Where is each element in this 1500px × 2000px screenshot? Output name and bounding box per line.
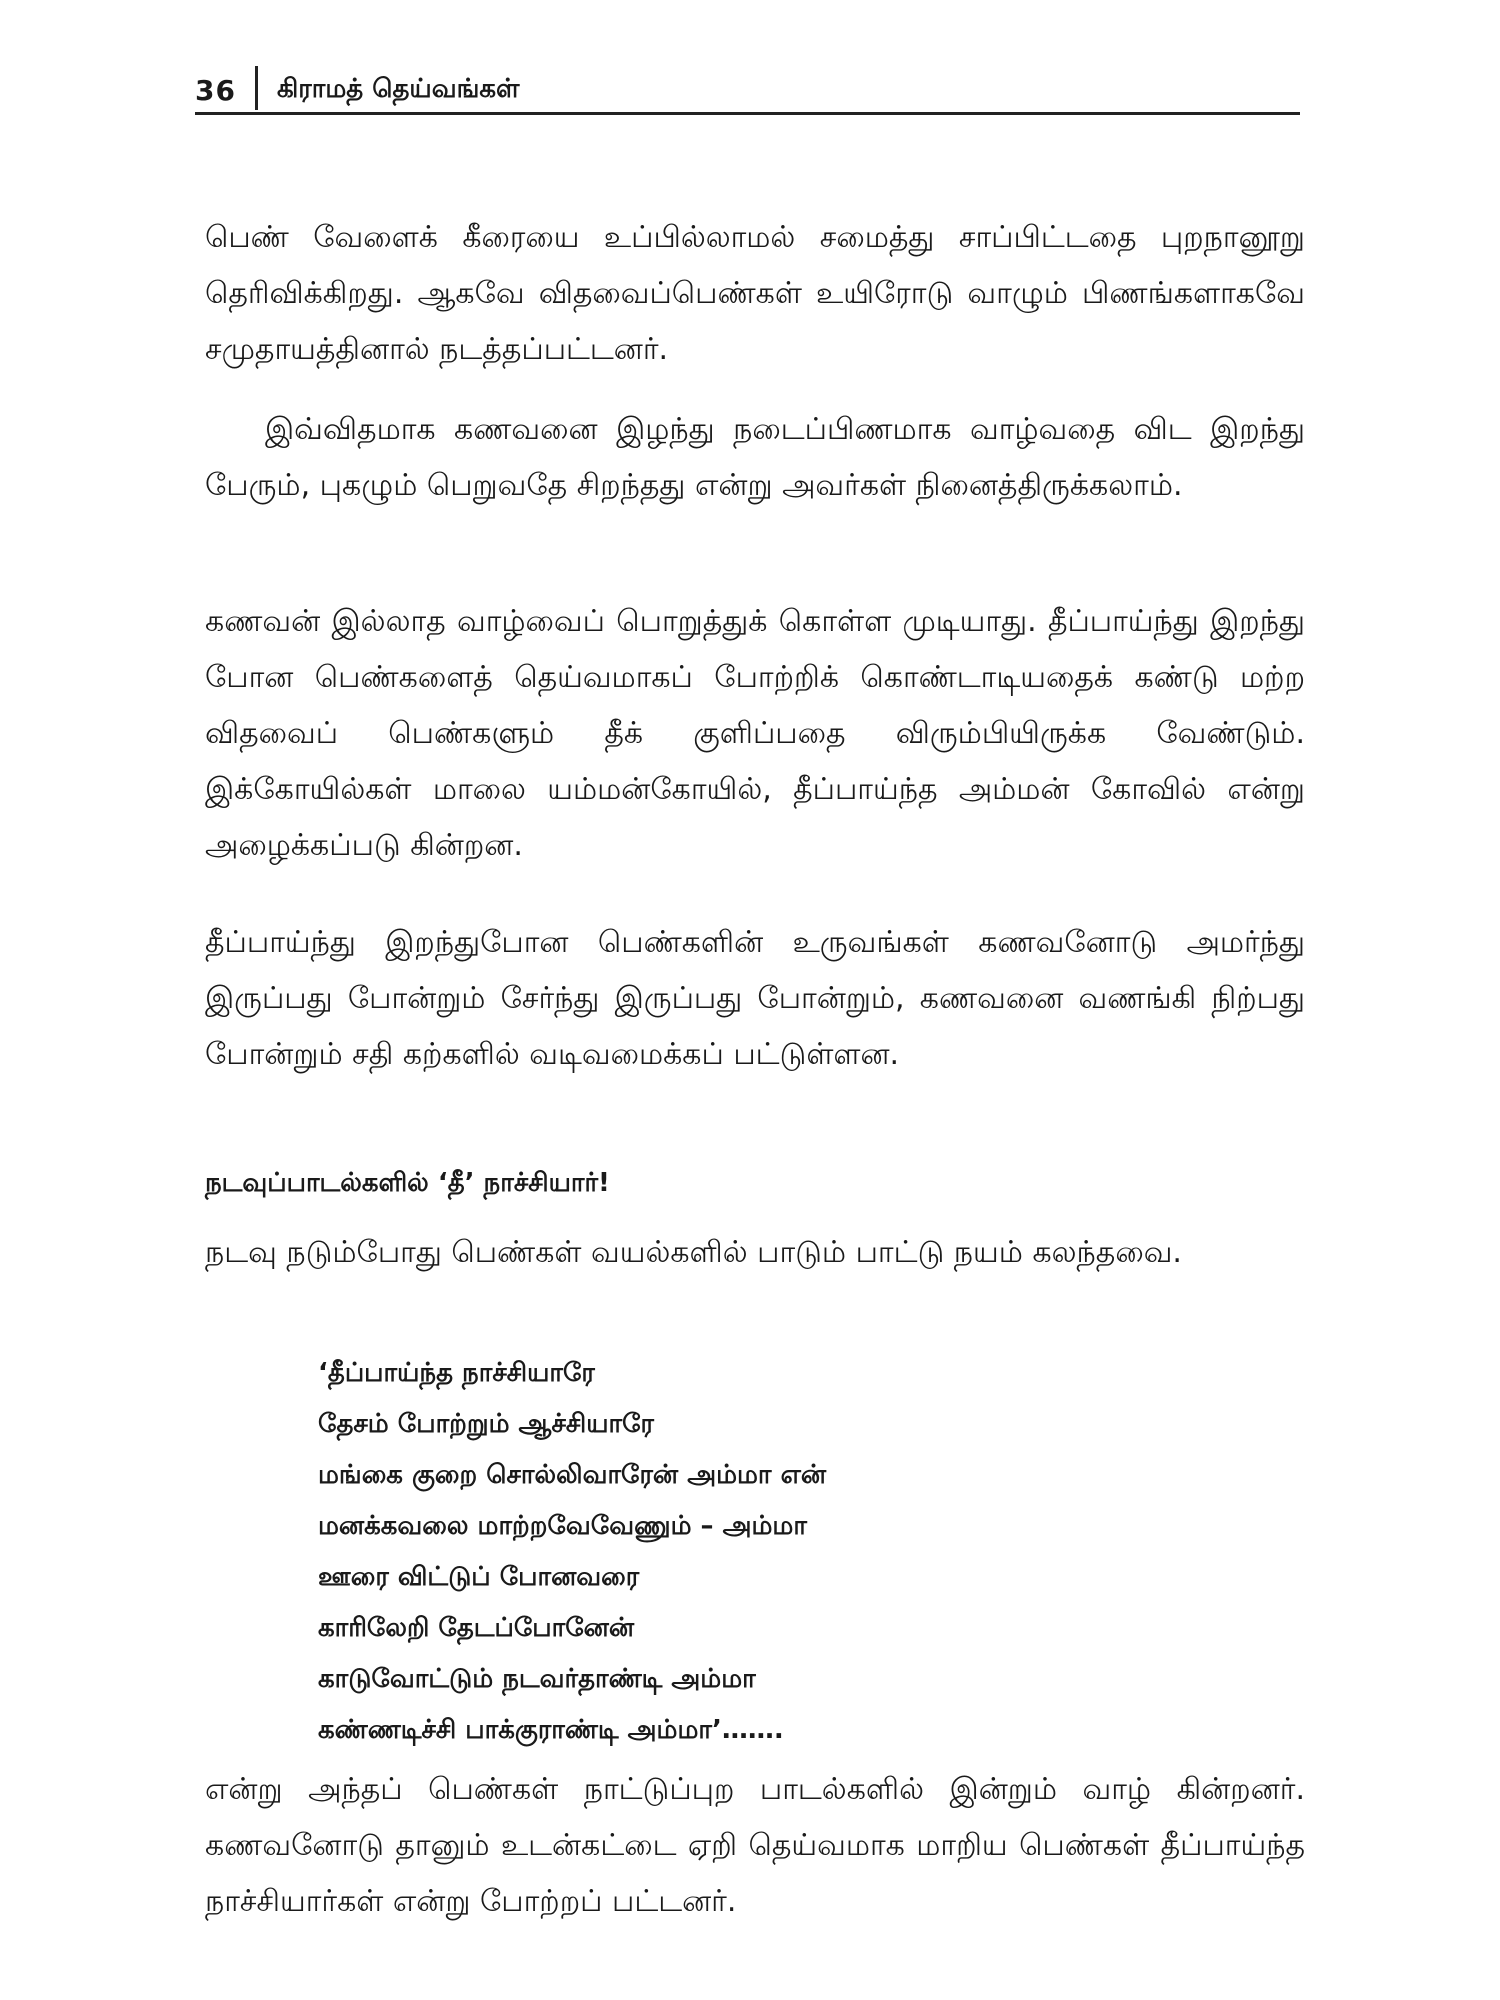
verse-line: காரிலேறி தேடப்போனேன் bbox=[318, 1613, 635, 1643]
paragraph-6: என்று அந்தப் பெண்கள் நாட்டுப்புற பாடல்களில் இன்றும் வாழ் கின்றனர். கணவனோடு தானும் உடன்கட்டை ஏறி தெய்வமாக மாறிய பெண்கள் தீப்பாய்ந்த நாச்சியார்கள் என்று போற்றப் பட்டனர். bbox=[205, 1772, 1305, 1919]
verse-line: ‘தீப்பாய்ந்த நாச்சியாரே bbox=[318, 1358, 595, 1388]
paragraph-4: தீப்பாய்ந்து இறந்துபோன பெண்களின் உருவங்கள் கணவனோடு அமர்ந்து இருப்பது போன்றும் சேர்ந்து இருப்பது போன்றும், கணவனை வணங்கி நிற்பது போன்றும் சதி கற்களில் வடிவமைக்கப் பட்டுள்ளன. bbox=[205, 925, 1306, 1072]
running-title: கிராமத் தெய்வங்கள் bbox=[277, 74, 520, 104]
verse-line: காடுவோட்டும் நடவர்தாண்டி அம்மா bbox=[318, 1664, 756, 1694]
page-number: 36 bbox=[195, 74, 236, 107]
paragraph-2: இவ்விதமாக கணவனை இழந்து நடைப்பிணமாக வாழ்வதை விட இறந்து பேரும், புகழும் பெறுவதே சிறந்தது என்று அவர்கள் நினைத்திருக்கலாம். bbox=[205, 412, 1305, 503]
header-divider bbox=[255, 66, 258, 110]
paragraph-3: கணவன் இல்லாத வாழ்வைப் பொறுத்துக் கொள்ள முடியாது. தீப்பாய்ந்து இறந்து போன பெண்களைத் தெய்வமாகப் போற்றிக் கொண்டாடியதைக் கண்டு மற்ற விதவைப் பெண்களும் தீக் குளிப்பதை விரும்பியிருக்க வேண்டும். இக்கோயில்கள் மாலை யம்மன்கோயில், தீப்பாய்ந்த அம்மன் கோவில் என்று அழைக்கப்படு கின்றன. bbox=[205, 604, 1305, 863]
paragraph-5: நடவு நடும்போது பெண்கள் வயல்களில் பாடும் பாட்டு நயம் கலந்தவை. bbox=[205, 1235, 1182, 1270]
verse-line: ஊரை விட்டுப் போனவரை bbox=[318, 1562, 640, 1592]
folk-song-verse bbox=[318, 1348, 1018, 1756]
verse-line: தேசம் போற்றும் ஆச்சியாரே bbox=[318, 1409, 654, 1439]
verse-line: கண்ணடிச்சி பாக்குராண்டி அம்மா’……. bbox=[318, 1715, 784, 1745]
page-header bbox=[195, 62, 1300, 115]
paragraph-1: பெண் வேளைக் கீரையை உப்பில்லாமல் சமைத்து சாப்பிட்டதை புறநானூறு தெரிவிக்கிறது. ஆகவே விதவைப்பெண்கள் உயிரோடு வாழும் பிணங்களாகவே சமுதாயத்தினால் நடத்தப்பட்டனர். bbox=[205, 220, 1305, 367]
verse-line: மனக்கவலை மாற்றவேவேணும் – அம்மா bbox=[318, 1511, 807, 1541]
verse-line: மங்கை குறை சொல்லிவாரேன் அம்மா என் bbox=[318, 1460, 827, 1490]
section-subheading: நடவுப்பாடல்களில் ‘தீ’ நாச்சியார்! bbox=[205, 1168, 610, 1198]
